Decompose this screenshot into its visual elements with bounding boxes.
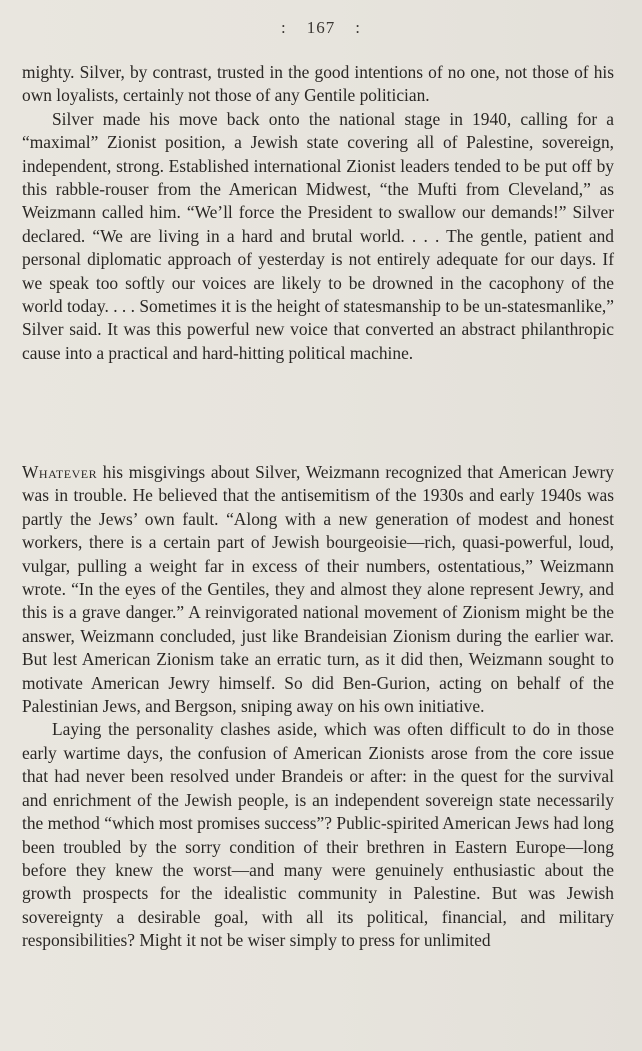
paragraph-personality-clashes: Laying the personality clashes aside, which was often difficult to do in those early wartime days, the confusion of American Zionists arose from the core issue that had never been resolved under Brandeis or after: in the quest for the survival and enrichment of the Jewish people, is an independent sovereign state necessarily the method “which most promises success”? Public-spirited American Jews had long been troubled by the sorry condition of their brethren in Eastern Europe—long before they knew the worst—and many were genuinely enthusiastic about the growth prospects for the idealistic community in Palestine. But was Jewish sovereignty a desirable goal, with all its political, financial, and military responsibilities? Might it not be wiser simply to press for unlimited: [22, 719, 614, 951]
page-number: 167: [306, 18, 336, 37]
paragraph-continued: mighty. Silver, by contrast, trusted in the good intentions of no one, not those of his own loyalists, certainly not those of any Gentile politician.: [22, 62, 614, 106]
text-section-1: [22, 61, 614, 365]
paragraph-silver-1940: Silver made his move back onto the national stage in 1940, calling for a “maximal” Zionist position, a Jewish state covering all of Palestine, sovereign, independent, strong. Established international Zionist leaders tended to be put off by this rabble-rouser from the American Midwest, “the Mufti from Cleveland,” as Weizmann called him. “We’ll force the President to swallow our demands!” Silver declared. “We are living in a hard and brutal world. . . . The gentle, patient and personal diplomatic approach of yesterday is not entirely adequate for our days. If we speak too softly our voices are likely to be drowned in the cacophony of the world today. . . . Sometimes it is the height of statesmanship to be un-statesmanlike,” Silver said. It was this powerful new voice that converted an abstract philanthropic cause into a practical and hard-hitting political machine.: [22, 108, 614, 363]
header-separator-left: :: [281, 18, 287, 37]
paragraph-whatever: [22, 461, 614, 718]
text-section-2: [22, 461, 614, 953]
header-separator-right: :: [355, 18, 361, 37]
section-lead-word: Whatever: [22, 462, 98, 482]
page-header: [0, 18, 642, 38]
paragraph-whatever-body: his misgivings about Silver, Weizmann recognized that American Jewry was in trouble. He believed that the antisemitism of the 1930s and early 1940s was partly the Jews’ own fault. “Along with a new generation of modest and honest workers, there is a certain part of Jewish bourgeoisie—rich, quasi-powerful, loud, vulgar, pulling a weight far in excess of their numbers, ostentatious,” Weizmann wrote. “In the eyes of the Gentiles, they and almost they alone represent Jewry, and this is a grave danger.” A reinvigorated national movement of Zionism might be the answer, Weizmann concluded, just like Brandeisian Zionism during the earlier war. But lest American Zionism take an erratic turn, as it did then, Weizmann sought to motivate American Jewry himself. So did Ben-Gurion, acting on behalf of the Palestinian Jews, and Bergson, sniping away on his own initiative.: [22, 462, 614, 717]
